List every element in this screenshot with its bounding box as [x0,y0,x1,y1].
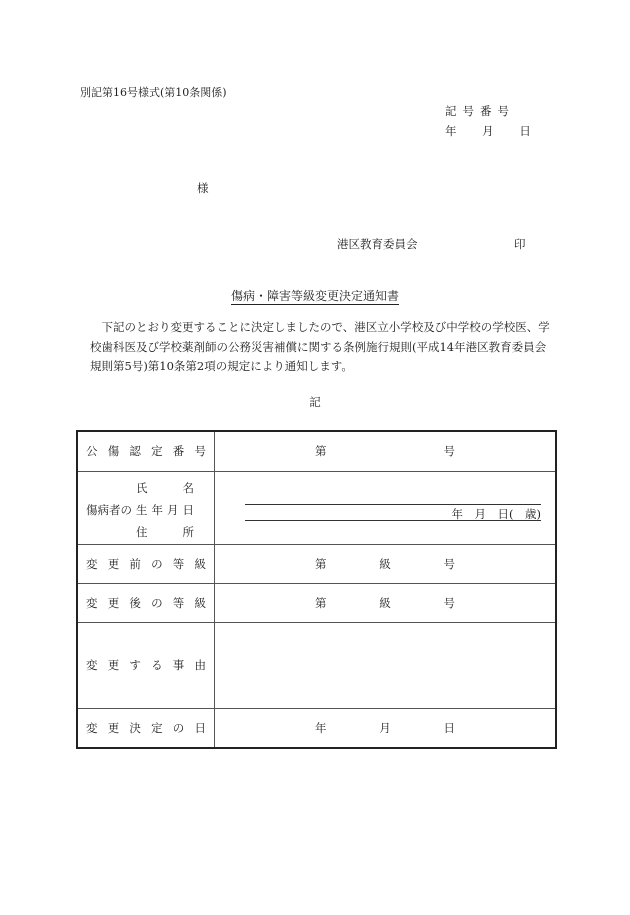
before-go: 号 [443,556,455,571]
cert-dai: 第 [315,444,327,459]
before-kyu: 級 [379,556,391,571]
label-name: 氏名 [136,480,194,495]
before-dai: 第 [315,556,327,571]
addressee-honorific: 様 [197,181,209,195]
decision-year: 年 [315,720,327,735]
label-address: 住所 [136,524,194,539]
form-reference: 別記第16号様式(第10条関係) [80,86,227,99]
seal-mark: 印 [514,237,526,251]
form-table [76,430,557,749]
document-date [445,123,531,139]
after-dai: 第 [315,595,327,610]
row-certification-number [77,431,556,471]
label-grade-after: 変更後の等級 [77,583,215,622]
label-decision-date: 変更決定の日 [77,708,215,748]
label-certification-number: 公傷認定番号 [77,431,215,471]
ki-heading: 記 [309,395,321,409]
date-month: 月 [482,124,494,138]
title-text: 傷病・障害等級変更決定通知書 [230,289,399,303]
row-grade-before [77,544,556,583]
label-injured-person [77,471,215,544]
row-injured-person [77,471,556,544]
birthdate-value: 年 月 日( 歳) [451,506,541,521]
cert-go: 号 [443,444,455,459]
label-grade-before: 変更前の等級 [77,544,215,583]
decision-day: 日 [443,720,455,735]
label-birthdate: 生年月日 [136,502,194,517]
date-year: 年 [445,124,457,138]
value-change-reason[interactable] [215,622,557,708]
body-paragraph: 下記のとおり変更することに決定しましたので、港区立小学校及び中学校の学校医、学校歯科医及び学校薬剤師の公務災害補償に関する条例施行規則(平成14年港区教育委員会規則第5号)第10条第2項の規定により通知します。 [90,320,550,373]
issuer-name: 港区教育委員会 [337,237,418,251]
after-kyu: 級 [379,595,391,610]
after-go: 号 [443,595,455,610]
name-line [245,504,541,505]
document-title [0,287,630,304]
label-injured-person-prefix: 傷病者の [86,502,132,517]
body-text [90,318,550,377]
row-change-reason [77,622,556,708]
row-decision-date [77,708,556,748]
value-decision-date[interactable] [215,708,557,748]
label-change-reason: 変更する事由 [77,622,215,708]
value-grade-before[interactable] [215,544,557,583]
value-certification-number[interactable] [215,431,557,471]
decision-month: 月 [379,720,391,735]
value-grade-after[interactable] [215,583,557,622]
date-day: 日 [519,124,531,138]
row-grade-after [77,583,556,622]
value-injured-person[interactable] [215,471,557,544]
document-number-label: 記号番号 [445,104,515,118]
